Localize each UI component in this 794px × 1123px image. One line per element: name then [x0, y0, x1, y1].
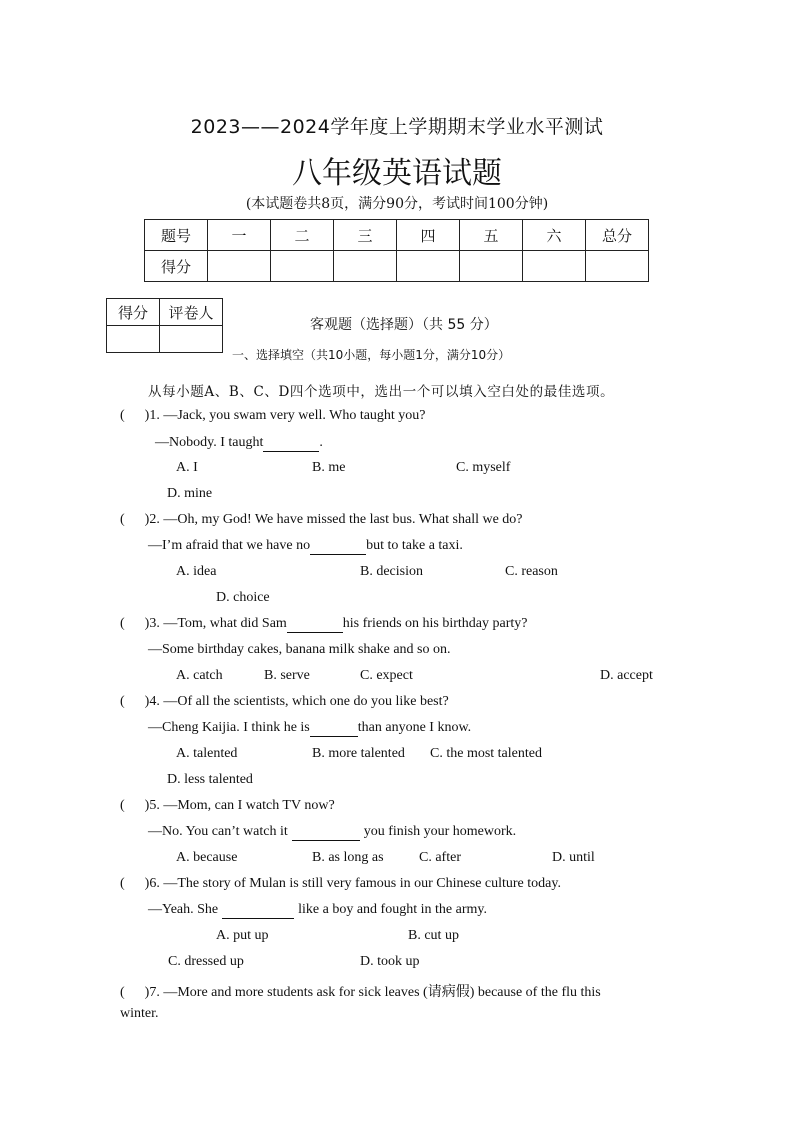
- option-c[interactable]: C. expect: [360, 668, 413, 683]
- fill-blank: [287, 616, 343, 633]
- option-c[interactable]: C. dressed up: [168, 954, 244, 969]
- score-header-cell: 题号: [145, 220, 208, 251]
- question-4-stem: ( )4. —Of all the scientists, which one do you like best?: [120, 694, 449, 709]
- option-b[interactable]: B. serve: [264, 668, 310, 683]
- option-b[interactable]: B. as long as: [312, 850, 384, 865]
- answer-paren: (: [120, 408, 125, 423]
- score-table-score-row: [145, 251, 649, 282]
- question-3-stem: ( )3. —Tom, what did Sam his friends on his birthday party?: [120, 616, 528, 631]
- question-6-stem: ( )6. —The story of Mulan is still very famous in our Chinese culture today.: [120, 876, 561, 891]
- option-d[interactable]: D. took up: [360, 954, 420, 969]
- score-header-cell: 总分: [586, 220, 649, 251]
- score-cell[interactable]: [523, 251, 586, 282]
- question-3-reply: —Some birthday cakes, banana milk shake and so on.: [148, 642, 451, 657]
- score-cell[interactable]: [208, 251, 271, 282]
- score-header-cell: 一: [208, 220, 271, 251]
- option-c[interactable]: C. the most talented: [430, 746, 542, 761]
- option-c[interactable]: C. after: [419, 850, 461, 865]
- section-title: 客观题（选择题）（共 55 分）: [310, 317, 498, 333]
- option-b[interactable]: B. cut up: [408, 928, 459, 943]
- score-header-cell: 四: [397, 220, 460, 251]
- question-5-reply: —No. You can’t watch it you finish your homework.: [148, 824, 517, 839]
- grader-name-cell[interactable]: [160, 326, 223, 353]
- option-a[interactable]: A. because: [176, 850, 238, 865]
- question-4-reply: —Cheng Kaijia. I think he is than anyone I know.: [148, 720, 472, 735]
- score-cell[interactable]: [334, 251, 397, 282]
- option-b[interactable]: B. me: [312, 460, 346, 475]
- fill-blank: [222, 902, 294, 919]
- option-d[interactable]: D. less talented: [167, 772, 253, 787]
- option-d[interactable]: D. accept: [600, 668, 653, 683]
- option-a[interactable]: A. idea: [176, 564, 217, 579]
- score-cell[interactable]: [460, 251, 523, 282]
- option-a[interactable]: A. talented: [176, 746, 238, 761]
- score-table-header-row: [145, 220, 649, 251]
- score-row-label: 得分: [145, 251, 208, 282]
- question-6-reply: —Yeah. She like a boy and fought in the army.: [148, 902, 487, 917]
- score-header-cell: 五: [460, 220, 523, 251]
- question-1-reply: —Nobody. I taught .: [155, 435, 323, 450]
- option-c[interactable]: C. reason: [505, 564, 558, 579]
- exam-subtitle: (本试题卷共8页，满分90分，考试时间100分钟): [245, 196, 549, 212]
- question-2-stem: ( )2. —Oh, my God! We have missed the last bus. What shall we do?: [120, 512, 523, 527]
- fill-blank: [292, 824, 360, 841]
- option-b[interactable]: B. more talented: [312, 746, 405, 761]
- option-c[interactable]: C. myself: [456, 460, 511, 475]
- exam-main-title: 八年级英语试题: [292, 156, 502, 191]
- option-a[interactable]: A. I: [176, 460, 198, 475]
- exam-year-title: 2023——2024学年度上学期期末学业水平测试: [190, 116, 604, 138]
- option-d[interactable]: D. choice: [216, 590, 270, 605]
- question-2-reply: —I’m afraid that we have no but to take a taxi.: [148, 538, 463, 553]
- option-b[interactable]: B. decision: [360, 564, 423, 579]
- score-header-cell: 三: [334, 220, 397, 251]
- question-5-stem: ( )5. —Mom, can I watch TV now?: [120, 798, 335, 813]
- option-a[interactable]: A. catch: [176, 668, 223, 683]
- grader-score-label: 得分: [107, 299, 160, 326]
- grader-score-cell[interactable]: [107, 326, 160, 353]
- fill-blank: [263, 435, 319, 452]
- option-d[interactable]: D. mine: [167, 486, 213, 501]
- option-d[interactable]: D. until: [552, 850, 595, 865]
- score-cell[interactable]: [271, 251, 334, 282]
- score-header-cell: 二: [271, 220, 334, 251]
- score-cell[interactable]: [586, 251, 649, 282]
- score-cell[interactable]: [397, 251, 460, 282]
- instruction-text: 从每小题A、B、C、D四个选项中，选出一个可以填入空白处的最佳选项。: [148, 384, 615, 400]
- grader-table: [106, 298, 223, 353]
- score-header-cell: 六: [523, 220, 586, 251]
- fill-blank: [310, 538, 366, 555]
- option-a[interactable]: A. put up: [216, 928, 269, 943]
- part-one-title: 一、选择填空（共10小题，每小题1分，满分10分）: [232, 348, 511, 362]
- fill-blank: [310, 720, 358, 737]
- score-table: [144, 219, 649, 282]
- question-1-stem: ( )1. —Jack, you swam very well. Who taught you?: [120, 408, 426, 423]
- grader-name-label: 评卷人: [160, 299, 223, 326]
- question-7-continuation: winter.: [120, 1006, 159, 1021]
- question-7-stem: ( )7. —More and more students ask for sick leaves (请病假) because of the flu this: [120, 985, 601, 1000]
